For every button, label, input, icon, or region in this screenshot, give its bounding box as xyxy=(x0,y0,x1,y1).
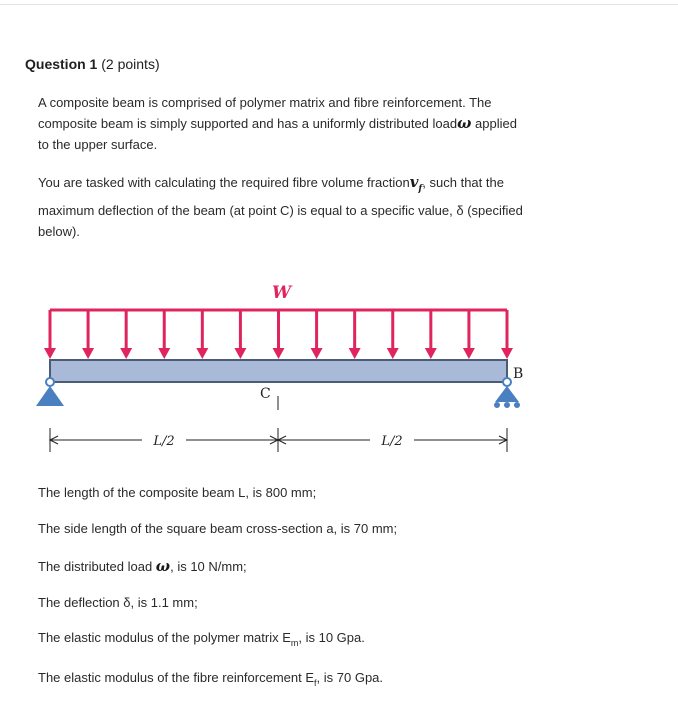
load-arrow-head xyxy=(349,348,361,359)
line-2-tail: applied xyxy=(471,116,517,131)
given-load-value: , is 10 N/mm; xyxy=(170,559,247,574)
given-load-symbol: ω xyxy=(155,557,171,575)
problem-paragraph-1 xyxy=(38,92,623,155)
load-arrow-head xyxy=(387,348,399,359)
em-value: , is 10 Gpa. xyxy=(298,630,365,645)
paragraph-2-line-3: below). xyxy=(38,224,80,239)
load-arrow-head xyxy=(234,348,246,359)
paragraph-1-line-3: to the upper surface. xyxy=(38,137,158,152)
load-arrow-group xyxy=(44,310,513,359)
given-distributed-load xyxy=(38,557,247,575)
ef-value: , is 70 Gpa. xyxy=(316,670,384,685)
point-b-label: B xyxy=(513,366,524,382)
load-arrow-head xyxy=(311,348,323,359)
roller-wheel xyxy=(514,402,520,408)
given-matrix-modulus xyxy=(38,630,365,648)
composite-beam xyxy=(50,360,507,382)
load-arrow-head xyxy=(463,348,475,359)
paragraph-1-line-1: A composite beam is comprised of polymer matrix and fibre reinforcement. The xyxy=(38,95,492,110)
question-header xyxy=(25,56,160,72)
load-arrow-head xyxy=(501,348,513,359)
roller-wheel xyxy=(504,402,510,408)
given-deflection: The deflection δ, is 1.1 mm; xyxy=(38,595,198,610)
problem-paragraph-2 xyxy=(38,172,623,242)
left-span-label: L/2 xyxy=(153,434,175,449)
question-points: (2 points) xyxy=(101,56,160,72)
load-arrow-head xyxy=(120,348,132,359)
load-arrow-head xyxy=(158,348,170,359)
load-label: W xyxy=(272,283,292,303)
line-1-tail: , such that the xyxy=(422,175,504,190)
paragraph-1-line-2 xyxy=(38,113,623,134)
given-load-text: The distributed load xyxy=(38,559,156,574)
pin-circle xyxy=(46,378,54,386)
paragraph-2-line-1 xyxy=(38,172,623,200)
load-symbol: ω xyxy=(457,114,472,132)
load-arrow-head xyxy=(273,348,285,359)
line-2-text: composite beam is simply supported and has a uniformly distributed load xyxy=(38,116,458,131)
em-text: The elastic modulus of the polymer matrix E xyxy=(38,630,291,645)
roller-triangle xyxy=(495,386,519,402)
given-side-length: The side length of the square beam cross-section a, is 70 mm; xyxy=(38,521,398,536)
roller-pin xyxy=(503,378,511,386)
given-length: The length of the composite beam L, is 800 mm; xyxy=(38,485,317,500)
fibre-fraction-subscript: f xyxy=(418,184,423,194)
paragraph-2-line-2: maximum deflection of the beam (at point C) is equal to a specific value, δ (specified xyxy=(38,203,523,218)
ef-subscript: f xyxy=(314,678,317,688)
dimension-line xyxy=(50,428,507,452)
right-span-label: L/2 xyxy=(381,434,403,449)
distributed-load-arrows xyxy=(44,310,513,359)
roller-wheel xyxy=(494,402,500,408)
load-arrow-head xyxy=(82,348,94,359)
line-1-text: You are tasked with calculating the required fibre volume fraction xyxy=(38,175,410,190)
em-subscript: m xyxy=(290,638,299,648)
question-title: Question 1 xyxy=(25,56,98,72)
ef-text: The elastic modulus of the fibre reinforcement E xyxy=(38,670,315,685)
load-arrow-head xyxy=(425,348,437,359)
point-c-label: C xyxy=(260,386,271,402)
fibre-fraction-symbol: v xyxy=(409,173,419,191)
given-fibre-modulus xyxy=(38,670,383,688)
pin-triangle xyxy=(36,386,64,406)
load-arrow-head xyxy=(196,348,208,359)
load-arrow-head xyxy=(44,348,56,359)
beam-diagram xyxy=(30,270,530,460)
top-divider xyxy=(0,4,678,5)
